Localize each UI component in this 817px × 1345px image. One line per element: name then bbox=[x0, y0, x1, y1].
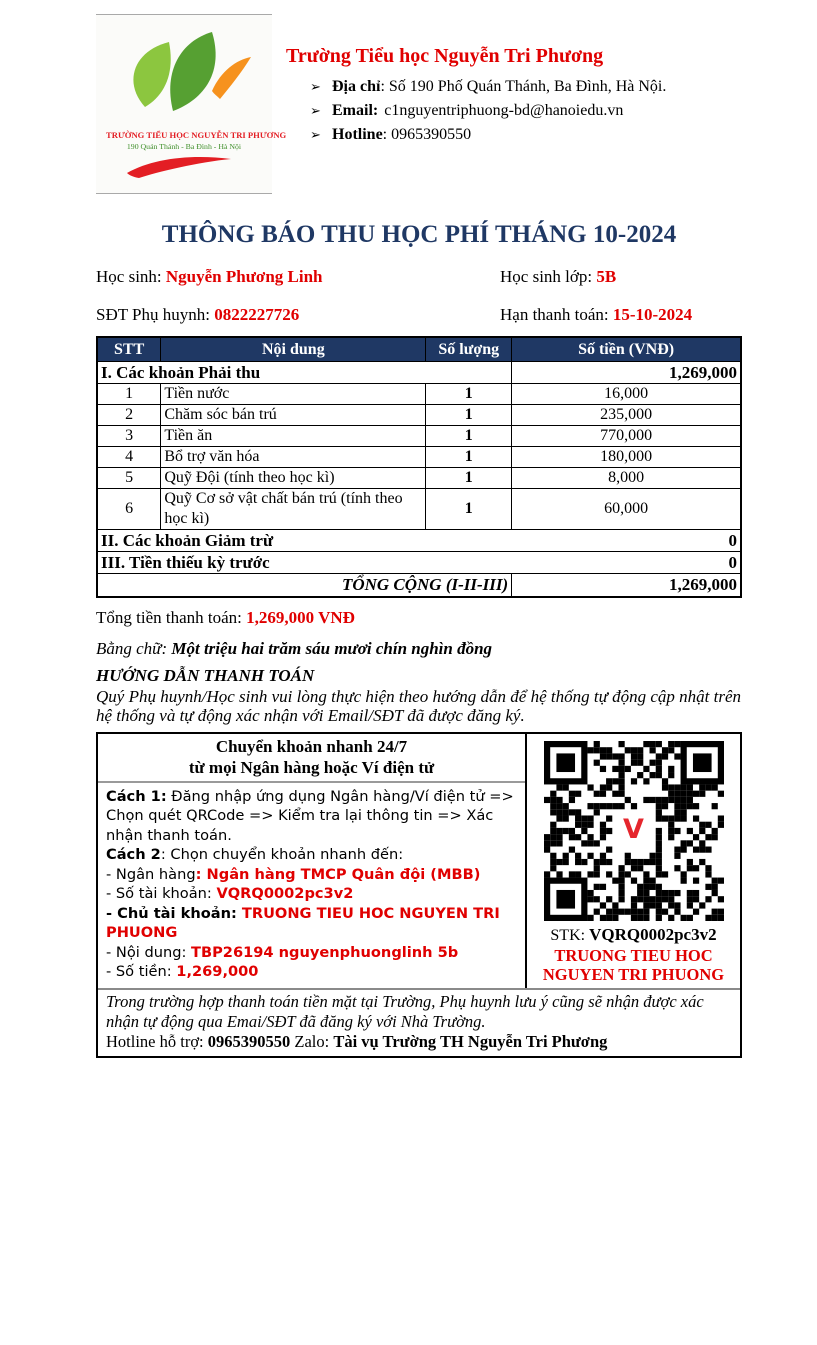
section-receivables-row bbox=[97, 362, 741, 384]
due-date-row bbox=[500, 304, 742, 326]
student-name-label: Học sinh: bbox=[96, 267, 166, 286]
row-stt: 3 bbox=[97, 426, 161, 447]
section-previous-debt-row bbox=[97, 552, 741, 574]
row-qty: 1 bbox=[426, 384, 512, 405]
section-deductions-amount: 0 bbox=[728, 530, 737, 550]
red-swoosh-icon bbox=[119, 152, 249, 180]
row-amount: 180,000 bbox=[512, 447, 741, 468]
section-receivables-amount: 1,269,000 bbox=[512, 362, 741, 384]
address-label: Địa chỉ bbox=[332, 78, 381, 95]
row-stt: 2 bbox=[97, 405, 161, 426]
col-header-sotien: Số tiền (VNĐ) bbox=[512, 337, 741, 362]
section-previous-debt-label: III. Tiền thiếu kỳ trước bbox=[101, 552, 270, 572]
hotline-sep: : bbox=[382, 126, 392, 143]
account-line bbox=[106, 884, 518, 904]
arrow-bullet-icon: ➢ bbox=[310, 79, 321, 94]
amount-in-words-line bbox=[96, 638, 742, 660]
table-row bbox=[97, 447, 741, 468]
qr-code bbox=[544, 741, 724, 921]
support-hotline-label: Hotline hỗ trợ: bbox=[106, 1031, 208, 1051]
method2-text: : Chọn chuyển khoản nhanh đến: bbox=[160, 846, 404, 863]
qr-panel bbox=[527, 734, 740, 988]
payment-header-line2: từ mọi Ngân hàng hoặc Ví điện tử bbox=[188, 757, 435, 777]
payment-box bbox=[96, 732, 742, 1058]
student-class-row bbox=[500, 266, 742, 288]
student-name-row bbox=[96, 266, 500, 288]
account-value: VQRQ0002pc3v2 bbox=[216, 885, 354, 902]
contact-address bbox=[286, 75, 666, 99]
total-payment-line bbox=[96, 607, 742, 629]
total-amount: 1,269,000 bbox=[512, 574, 741, 597]
table-row bbox=[97, 489, 741, 530]
logo-school-name: TRƯỜNG TIỂU HỌC NGUYỄN TRI PHƯƠNG bbox=[106, 130, 287, 140]
amount-label: - Số tiền: bbox=[106, 963, 177, 980]
school-info bbox=[272, 14, 666, 194]
student-class-value: 5B bbox=[596, 267, 617, 286]
row-name: Chăm sóc bán trú bbox=[161, 405, 426, 426]
col-header-stt: STT bbox=[97, 337, 161, 362]
due-date-value: 15-10-2024 bbox=[612, 305, 693, 324]
table-row bbox=[97, 405, 741, 426]
holder-label: - Chủ tài khoản: bbox=[106, 904, 242, 922]
row-amount: 16,000 bbox=[512, 384, 741, 405]
row-qty: 1 bbox=[426, 426, 512, 447]
total-payment-value: 1,269,000 VNĐ bbox=[246, 607, 355, 627]
document-header bbox=[96, 14, 742, 194]
payment-instructions bbox=[98, 734, 527, 988]
student-info bbox=[96, 266, 742, 326]
payment-guide-body: Quý Phụ huynh/Học sinh vui lòng thực hiện theo hướng dẫn để hệ thống tự động cập nhật trên hệ thống và tự động xác nhận với Email/SĐT đã được đăng ký. bbox=[96, 686, 742, 725]
section-previous-debt-amount: 0 bbox=[728, 552, 737, 572]
row-qty: 1 bbox=[426, 405, 512, 426]
cash-payment-note bbox=[98, 988, 740, 1056]
row-name: Quỹ Cơ sở vật chất bán trú (tính theo học kì) bbox=[161, 489, 426, 530]
row-stt: 1 bbox=[97, 384, 161, 405]
row-name: Quỹ Đội (tính theo học kì) bbox=[161, 468, 426, 489]
row-stt: 6 bbox=[97, 489, 161, 530]
method2-line bbox=[106, 845, 518, 865]
amount-line bbox=[106, 962, 518, 982]
section-deductions-row bbox=[97, 530, 741, 552]
arrow-bullet-icon: ➢ bbox=[310, 127, 321, 142]
amount-in-words-label: Bằng chữ: bbox=[96, 638, 172, 658]
qr-holder-name bbox=[527, 946, 740, 984]
fee-table-header-row bbox=[97, 337, 741, 362]
row-qty: 1 bbox=[426, 468, 512, 489]
address-sep: : bbox=[380, 78, 389, 95]
support-line bbox=[106, 1032, 732, 1052]
email-label: Email: bbox=[332, 102, 379, 119]
parent-phone-label: SĐT Phụ huynh: bbox=[96, 305, 215, 324]
vietqr-logo-icon: V bbox=[615, 814, 653, 848]
row-amount: 770,000 bbox=[512, 426, 741, 447]
parent-phone-row bbox=[96, 304, 500, 326]
amount-value: 1,269,000 bbox=[176, 963, 259, 980]
memo-line bbox=[106, 943, 518, 963]
hotline-value: 0965390550 bbox=[391, 126, 472, 143]
school-logo bbox=[96, 14, 287, 194]
qr-stk-line bbox=[527, 924, 740, 946]
method1-label: Cách 1: bbox=[106, 787, 167, 805]
student-name-value: Nguyễn Phương Linh bbox=[165, 267, 323, 286]
support-zalo-value: Tài vụ Trường TH Nguyễn Tri Phương bbox=[333, 1031, 608, 1051]
account-label: - Số tài khoản: bbox=[106, 885, 217, 902]
payment-box-header bbox=[98, 734, 525, 783]
fee-table bbox=[96, 336, 742, 598]
row-stt: 5 bbox=[97, 468, 161, 489]
parent-phone-value: 0822227726 bbox=[214, 305, 300, 324]
qr-stk-label: STK: bbox=[550, 926, 590, 944]
due-date-label: Hạn thanh toán: bbox=[500, 305, 613, 324]
row-amount: 60,000 bbox=[512, 489, 741, 530]
row-qty: 1 bbox=[426, 489, 512, 530]
payment-guide-heading-text: HƯỚNG DẪN THANH TOÁN bbox=[96, 665, 315, 685]
school-name: Trường Tiểu học Nguyễn Tri Phương bbox=[286, 45, 604, 67]
payment-header-line1: Chuyển khoản nhanh 24/7 bbox=[215, 736, 408, 756]
page-title: THÔNG BÁO THU HỌC PHÍ THÁNG 10-2024 bbox=[161, 221, 677, 248]
leaves-logo-icon bbox=[109, 29, 259, 125]
holder-line bbox=[106, 904, 518, 943]
row-amount: 235,000 bbox=[512, 405, 741, 426]
contact-hotline bbox=[286, 123, 666, 147]
logo-school-address: 190 Quán Thánh - Ba Đình - Hà Nội bbox=[126, 142, 242, 151]
col-header-soluong: Số lượng bbox=[426, 337, 512, 362]
qr-holder-line2: NGUYEN TRI PHUONG bbox=[542, 964, 725, 984]
row-name: Tiền ăn bbox=[161, 426, 426, 447]
method1-line bbox=[106, 787, 518, 846]
hotline-label: Hotline bbox=[332, 126, 383, 143]
support-hotline-value: 0965390550 bbox=[207, 1031, 291, 1051]
row-amount: 8,000 bbox=[512, 468, 741, 489]
row-name: Tiền nước bbox=[161, 384, 426, 405]
amount-in-words-value: Một triệu hai trăm sáu mươi chín nghìn đồng bbox=[171, 638, 493, 658]
email-value: c1nguyentriphuong-bd@hanoiedu.vn bbox=[384, 102, 624, 119]
holder-value: TRUONG TIEU HOC NGUYEN TRI PHUONG bbox=[106, 904, 500, 941]
bank-label: - Ngân hàng bbox=[106, 865, 196, 883]
row-stt: 4 bbox=[97, 447, 161, 468]
table-row bbox=[97, 384, 741, 405]
section-receivables-label: I. Các khoản Phải thu bbox=[97, 362, 512, 384]
total-label: TỔNG CỘNG (I-II-III) bbox=[97, 574, 512, 597]
section-deductions-cell bbox=[97, 530, 741, 552]
support-zalo-label: Zalo: bbox=[290, 1031, 334, 1051]
total-row bbox=[97, 574, 741, 597]
memo-value: TBP26194 nguyenphuonglinh 5b bbox=[191, 943, 459, 961]
col-header-noidung: Nội dung bbox=[161, 337, 426, 362]
total-payment-label: Tổng tiền thanh toán: bbox=[96, 607, 247, 627]
memo-label: - Nội dung: bbox=[106, 943, 192, 961]
bank-line bbox=[106, 865, 518, 885]
method1-text: Đăng nhập ứng dụng Ngân hàng/Ví điện tử => Chọn quét QRCode => Kiểm tra lại thông tin => Xác nhận thanh toán. bbox=[106, 787, 514, 844]
payment-guide-heading bbox=[96, 666, 742, 686]
row-name: Bổ trợ văn hóa bbox=[161, 447, 426, 468]
arrow-bullet-icon: ➢ bbox=[310, 103, 321, 118]
qr-stk-value: VQRQ0002pc3v2 bbox=[589, 924, 717, 944]
method2-label: Cách 2 bbox=[106, 846, 161, 863]
cash-note-text: Trong trường hợp thanh toán tiền mặt tại Trường, Phụ huynh lưu ý cũng sẽ nhận được xác nhận tự động qua Emai/SĐT đã đăng ký với Nhà Trường. bbox=[106, 991, 704, 1031]
contact-email bbox=[286, 99, 666, 123]
table-row bbox=[97, 468, 741, 489]
row-qty: 1 bbox=[426, 447, 512, 468]
bank-value: : Ngân hàng TMCP Quân đội (MBB) bbox=[195, 865, 481, 883]
student-class-label: Học sinh lớp: bbox=[500, 267, 597, 286]
section-previous-debt-cell bbox=[97, 552, 741, 574]
table-row bbox=[97, 426, 741, 447]
section-deductions-label: II. Các khoản Giảm trừ bbox=[101, 530, 274, 550]
qr-holder-line1: TRUONG TIEU HOC bbox=[554, 945, 713, 965]
address-value: Số 190 Phố Quán Thánh, Ba Đình, Hà Nội. bbox=[388, 78, 667, 95]
